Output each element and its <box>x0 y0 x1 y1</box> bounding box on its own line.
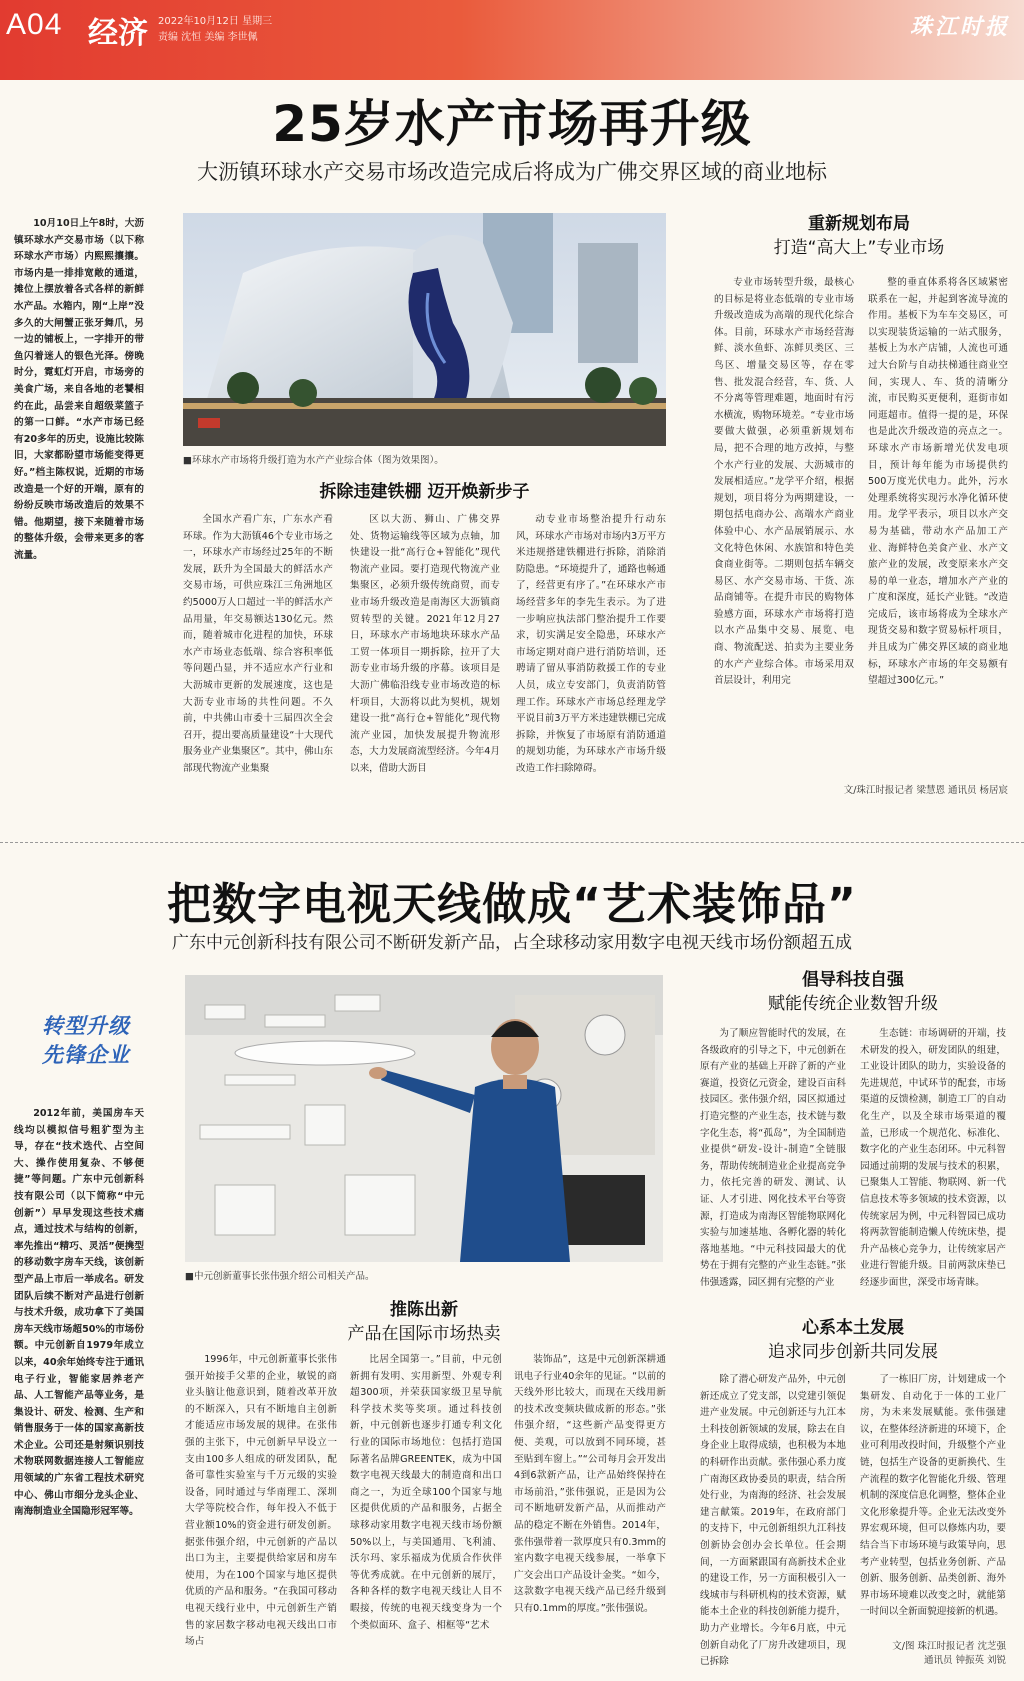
newspaper-logo: 珠江时报 <box>909 14 1010 40</box>
article1-subheadline: 大沥镇环球水产交易市场改造完成后将成为广佛交界区域的商业地标 <box>197 160 827 184</box>
article1-headline: 25岁水产市场再升级 <box>272 95 752 153</box>
article1-column-5: 整的垂直体系将各区域紧密联系在一起，并起到客流导流的作用。基板下为车车交易区，可以实现装货运输的一站式服务，基板上为水产店铺，人流也可通过大台阶与自动扶梯通往商业空间，实现人、车、货的清晰分流，市民购买更便利，逛街市如同逛超市。值得一提的是，环保也是此次升级改造的亮点之一。环球水产市场新增光伏发电项目，预计每年能为市场提供约500万度光伏电力。此外，污水处理系统将实现污水净化循环使用。龙学平表示，项目以水产交易为基础，带动水产品加工产业、海鲜特色美食产业、水产文旅产业的发展，改变原来水产交易的单一业态，增加水产产业的广度和深度，延长产业链。“改造完成后，该市场将成为全球水产现货交易和数字贸易标杆项目，并且成为广佛交界区域的商业地标，环球水产市场的年交易额有望超过300亿元。” <box>868 277 1008 687</box>
mid-heading-line1: 推陈出新 <box>390 1300 458 1320</box>
article2-lead: 2012年前，美国房车天线均以模拟信号粗犷型为主导，存在“技术迭代、占空间大、操作使用复杂、不够便捷”等问题。广东中元创新科技有限公司（以下简称“中元创新”）早早发现这些技术痛点，通过技术与结构的创新，率先推出“精巧、灵活”便携型的移动数字房车天线，该创新型产品上市后一举成名。研发团队后续不断对产品进行创新与技术升级，成功拿下了美国房车天线市场超50%的市场份额。中元创新自1979年成立以来，40余年始终专注于通讯电子行业，智能家居养老产品、人工智能产品等业务，是集设计、研发、检测、生产和销售服务于一体的国家高新技术企业。公司还是射频识别技术物联网数据连接人工智能应用领域的广东省工程技术研究中心、佛山市细分龙头企业、南海制造业全国隐形冠军等。 <box>14 1108 144 1518</box>
page-header-banner <box>0 0 1024 80</box>
market-rendering-photo <box>183 213 666 446</box>
article1-byline: 文/珠江时报记者 梁慧恩 通讯员 杨居宸 <box>843 785 1008 796</box>
right-heading-line1: 重新规划布局 <box>808 214 910 234</box>
article2-right-heading-1 <box>700 968 1006 1016</box>
byline-line2: 通讯员 钟振英 刘锐 <box>923 1655 1006 1666</box>
right-heading-line2: 打造“高大上”专业市场 <box>773 238 945 258</box>
right1-line1: 倡导科技自强 <box>802 970 904 990</box>
article1-column-3: 动专业市场整治提升行动东风，环球水产市场对市场内3万平方米违规搭建铁棚进行拆除，消除消防隐患。“环境提升了，通路也畅通了，经营更有序了。”在环球水产市场经营多年的李先生表示。为了进一步响应执法部门整治提升工作要求，切实满足安全隐患，环球水产市场定期对商户进行消防培训，还聘请了留从事消防救援工作的专业人员，成立专安部门，负责消防管理工作。环球水产市场总经理龙学平说目前3万平方米违建铁棚已完成拆除，并恢复了市场原有消防通道的规划功能，为环球水产市场升级改造工作扫除障碍。 <box>516 514 666 774</box>
article2-mid-heading <box>185 1298 663 1346</box>
section-divider <box>0 842 1024 843</box>
article1-section-heading: 拆除违建铁棚 迈开焕新步子 <box>319 482 530 502</box>
article2-column-5: 生态链：市场调研的开端，技术研发的投入，研发团队的组建，工业设计团队的助力，实验设备的先进规范，中试环节的配套，市场渠道的反馈检测，制造工厂的自动化生产，以及全球市场渠道的覆盖，已形成一个规范化、标准化、数字化的产业生态闭环。中元科智园通过前期的发展与技术的积累，已聚集人工智能、物联网、新一代信息技术等多领域的技术资源，以传统家居为例，中元科智园已成功将两款智能制造懒人传统床垫，提升产品核心竞争力，让传统家居产业进行智能升级。目前两款床垫已经逐步面世，深受市场青睐。 <box>860 1028 1006 1288</box>
article2-photo-caption: ■中元创新董事长张伟强介绍公司相关产品。 <box>185 1271 375 1282</box>
article2-right-heading-2 <box>700 1316 1006 1364</box>
article1-column-4: 专业市场转型升级，最核心的目标是将业态低端的专业市场升级改造成为高端的现代化综合体。目前，环球水产市场经营海鲜、淡水鱼虾、冻鲜贝类区、三鸟区、增量交易区等，存在零售、批发混合经营，车、货、人不分离等管理难题，地面时有污水横流，购物环境差。“专业市场要做大做强，必须重新规划布局，把不合理的地方改掉，与整个水产行业的发展、大沥城市的发展相适应。”龙学平介绍，根据规划，项目将分为两期建设，一期包括电商办公、高端水产商业体验中心、水产品展销展示、水文化特色休闲、水族馆和特色美食商业街等。二期则包括车辆交易区、水产交易市场、干货、冻品商铺等。在提升市民的购物体验感方面，环球水产市场将打造以水产品集中交易、展览、电商、物流配送、拍卖为主要业务的水产产业综合体。市场采用双首层设计，利用完 <box>714 277 854 687</box>
section-title: 经济 <box>88 16 148 51</box>
article2-column-2: 比居全国第一。”目前，中元创新拥有发明、实用新型、外观专利超300项，并荣获国家级卫星导航科学技术奖等奖项。通过科技创新，中元创新也逐步打通专利文化行业的国际市场地位：包括打造国际著名品牌GREENTEK，成为中国数字电视天线最大的制造商和出口商之一，为近全球100个国家与地区提供优质的产品和服务，占据全球移动家用数字电视天线市场份额50%以上，与美国通用、飞利浦、沃尔玛、家乐福成为优质合作伙伴等优秀成就。在中元创新的展厅，各种各样的数字电视天线让人目不暇接，传统的电视天线变身为一个个类似面环、盒子、相框等“艺术 <box>350 1354 502 1631</box>
badge-line2: 先锋企业 <box>42 1042 130 1067</box>
article1-lead: 10月10日上午8时，大沥镇环球水产交易市场（以下称环球水产市场）内熙熙攘攘。市场内是一排排宽敞的通道，摊位上摆放着各式各样的新鲜水产品。水箱内，刚“上岸”没多久的大闸蟹正张牙舞爪，另一边的铺板上，一字排开的带鱼闪着迷人的银色光泽。傍晚时分，霓虹灯开启，市场旁的美食广场，来自各地的老饕相约在此，品尝来自超级菜篮子的第一口鲜。“水产市场已经有20多年的历史，设施比较陈旧，大家都盼望市场能变得更好。”档主陈权说，近期的市场改造是一个好的开端，原有的纷纷反映市场改造后的效果不错。他期望，接下来随着市场的整体升级，会带来更多的客流量。 <box>14 218 144 561</box>
article2-byline <box>860 1638 1006 1666</box>
article1-right-heading <box>714 212 1004 260</box>
article2-column-1: 1996年，中元创新董事长张伟强开始接手父辈的企业，敏锐的商业头脑让他意识到，随着改革开放的不断深入，只有不断地自主创新才能适应市场发展的规律。在张伟强的主张下，中元创新早早设立一支由100多人组成的研发团队，配备可靠性实验室与千万元级的实验设备，同时通过与华南理工、深圳大学等院校合作，每年投入不低于营业额10%的资金进行研发创新。据张伟强介绍，中元创新的产品以出口为主，主要提供给家居和房车使用，为在100个国家与地区提供优质的产品和服务。“在我国可移动电视天线行业中，中元创新生产销售的家居数字移动电视天线出口市场占 <box>185 1354 337 1648</box>
article2-column-4: 为了顺应智能时代的发展，在各级政府的引导之下，中元创新在原有产业的基础上开辟了新的产业赛道，投资亿元资金，建设百亩科技园区。张伟强介绍，园区拟通过打造完整的产业生态，技术链与数字化生态，将“孤岛”，为全国制造业提供“研发-设计-制造”全链服务，帮助传统制造业企业提高竞争力，依托完善的研发、测试、认证、人才引进、网化技术平台等资源，打造成为南海区智能物联网化实验与加速基地、各孵化器的转化落地基地。“中元科技园最大的优势在于拥有完整的产业生态链。”张伟强透露，园区拥有完整的产业 <box>700 1028 846 1288</box>
article2-column-7: 了一栋旧厂房，计划建成一个集研发、自动化于一体的工业厂房，为未来发展赋能。张伟强建议，在整体经济新进的环境下，企业可利用改投时间，升级整个产业链，包括生产设备的更新换代、生产流程的数字化智能化升级、管理机制的深度信息化调整，整体企业文化形象提升等。企业无法改变外界宏观环境，但可以修炼内功，要结合当下市场环境与政策导向，思考产业转型，包括业务创新、产品创新、服务创新、品类创新、海外界市场环境难以改变之时，就能第一时间以全新面貌迎接新的机遇。 <box>860 1374 1006 1618</box>
article2-column-6: 除了潜心研发产品外，中元创新还成立了党支部，以党建引领促进产业发展。中元创新还与九江本土科技创新领域的发展，除去在自身企业上取得成绩，也积极为本地的科研作出贡献。张伟强心系力度广南海区政协委员的职责，结合所处行业，为南海的经济、社会发展建言献策。2019年，在政府部门的支持下，中元创新组织九江科技创新协会创办会长单位。任会期间，一方面紧跟国有高新技术企业的建设工作，另一方面积极引入一线城市与科研机构的技术资源，赋能本土企业的科技创新能力提升，助力产业增长。今年6月底，中元创新自动化了厂房升改建项目，现已拆除 <box>700 1374 846 1668</box>
article2-subheadline: 广东中元创新科技有限公司不断研发新产品，占全球移动家用数字电视天线市场份额超五成 <box>172 933 852 953</box>
issue-date: 2022年10月12日 星期三 <box>158 16 273 27</box>
right2-line2: 追求同步创新共同发展 <box>768 1342 938 1362</box>
page-number: A04 <box>6 8 63 41</box>
byline-line1: 文/图 珠江时报记者 沈芝强 <box>892 1641 1006 1652</box>
chairman-photo <box>185 975 663 1262</box>
article1-column-2: 区以大沥、狮山、广佛交界处、货物运输线等区域为点轴，加快建设一批“高行仓+智能化”现代物流产业园。要打造现代物流产业集聚区，必须升级传统商贸，而专业市场升级改造是南海区大沥镇商贸转型的关键。2021年12月27日，环球水产市场地块环球水产品工贸一体项目一期拆除，拉开了大沥专业市场升级的序幕。该项目是大沥广佛临沿线专业市场改造的标杆项目，大沥将以此为契机，规划建设一批“高行仓+智能化”现代物流产业园，加快发展提升物流形态，大力发展商流型经济。今年4月以来，借助大沥目 <box>350 514 500 774</box>
article2-column-3: 装饰品”，这是中元创新深耕通讯电子行业40余年的见证。“以前的天线外形比较大，而现在天线用新的技术改变频块做成新的形态。”张伟强介绍，“这些新产品变得更方便、美观，可以放到不同环境，甚至贴到车窗上。”“公司每月会开发出4到6款新产品，让产品始终保持在市场前沿，”张伟强说，正是因为公司不断地研发新产品，从而推动产品的稳定不断在外销售。2014年，张伟强带着一款厚度只有0.3mm的室内数字电视天线参展，一举拿下广交会出口产品设计金奖。“如今，这款数字电视天线产品已经升级到只有0.1mm的厚度。”张伟强说。 <box>514 1354 666 1614</box>
right1-line2: 赋能传统企业数智升级 <box>768 994 938 1014</box>
article1-photo-caption: ■环球水产市场将升级打造为水产产业综合体（图为效果图）。 <box>183 455 444 466</box>
badge-line1: 转型升级 <box>42 1013 130 1038</box>
mid-heading-line2: 产品在国际市场热卖 <box>347 1324 501 1344</box>
right2-line1: 心系本土发展 <box>802 1318 904 1338</box>
pioneer-enterprise-badge <box>30 1010 142 1068</box>
article2-headline: 把数字电视天线做成“艺术装饰品” <box>167 879 857 930</box>
article1-column-1: 全国水产看广东，广东水产看环球。作为大沥镇46个专业市场之一，环球水产市场经过25年的不断发展，跃升为全国最大的鲜活水产交易市场，可供应珠江三角洲地区约5000万人口超过一半的鲜活水产品用量，年交易额达130亿元。然而，随着城市化进程的加快，环球水产市场业态低端、综合容积率低等问题凸显，并不适应水产行业和大沥城市更新的发展速度，这也是大沥专业市场的共性问题。不久前，中共佛山市委十三届四次全会召开，提出要高质量建设“十大现代服务业产业集聚区”。其中，佛山东部现代物流产业集聚 <box>183 514 333 774</box>
editors-line: 责编 沈恒 美编 李世佩 <box>158 32 258 43</box>
